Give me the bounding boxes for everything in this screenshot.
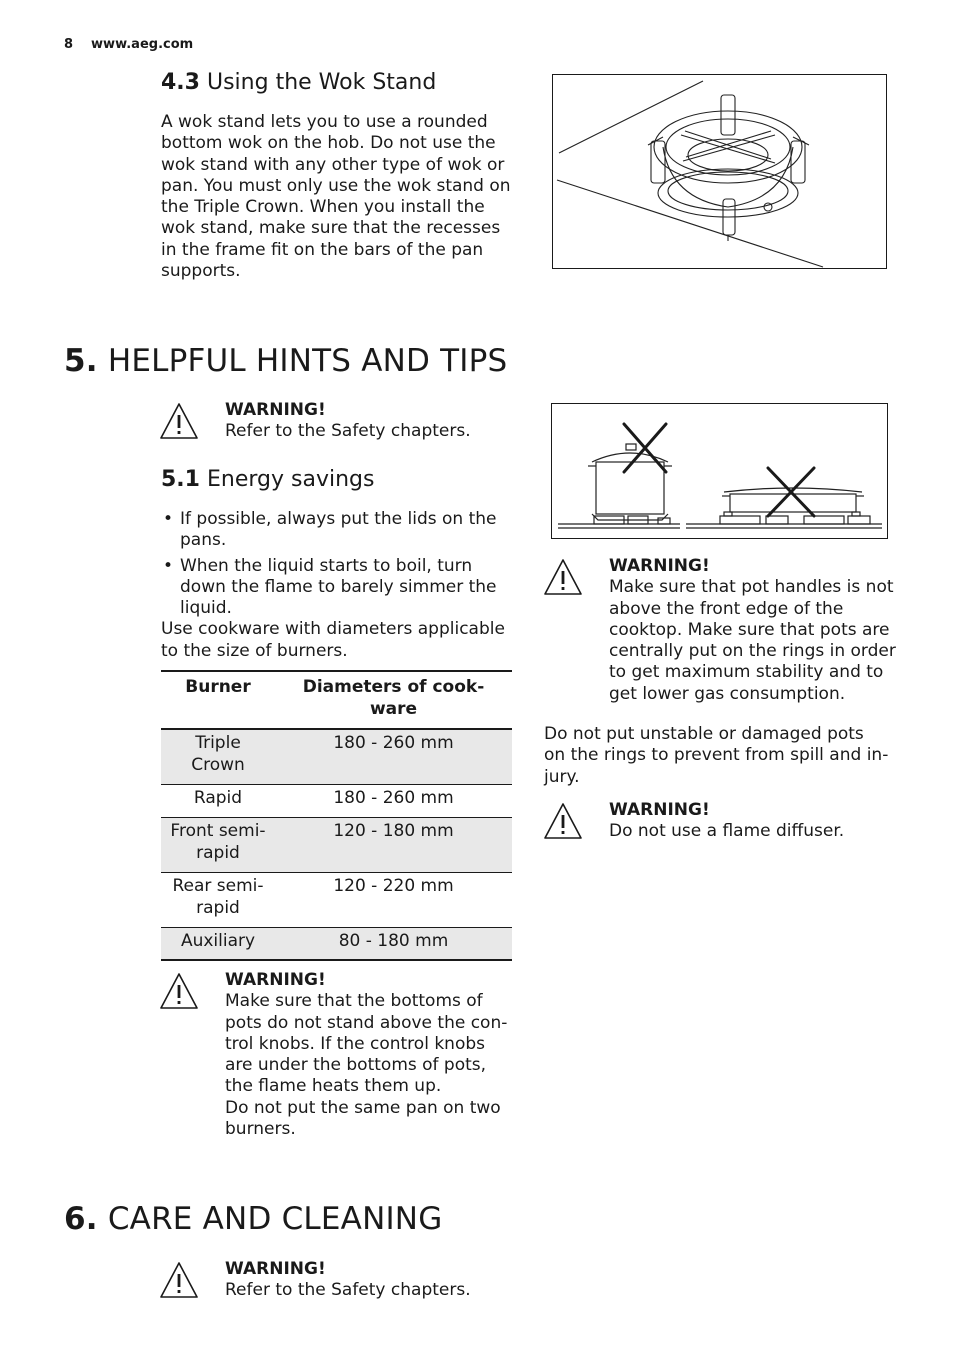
- warning-text: trol knobs. If the control knobs: [225, 1033, 485, 1054]
- section-5-1-heading: [161, 467, 374, 492]
- diameter-cell: 120 - 180 mm: [333, 820, 454, 841]
- burner-cell: [161, 729, 275, 784]
- text-line: down the flame to barely simmer the: [180, 576, 497, 597]
- cell-text: rapid: [196, 897, 240, 918]
- section-number: 5.1: [161, 467, 200, 492]
- text-line: wok stand with any other type of wok or: [161, 154, 505, 175]
- text-line: the Triple Crown. When you install the: [161, 197, 485, 218]
- column-header-diameter: [275, 671, 512, 729]
- section-number: 4.3: [161, 70, 200, 95]
- warning-title: WARNING!: [225, 400, 326, 420]
- chapter-number: 6.: [64, 1201, 98, 1237]
- list-item: [161, 556, 521, 620]
- text-line: in the frame fit on the bars of the pan: [161, 239, 484, 260]
- warning-title: WARNING!: [609, 800, 710, 820]
- chapter-title: HELPFUL HINTS AND TIPS: [107, 343, 508, 379]
- energy-savings-content: [161, 509, 521, 662]
- text-line: • If possible, always put the lids on the: [180, 509, 497, 529]
- cell-text: Front semi-: [170, 820, 266, 841]
- warning-text: Do not put the same pan on two: [225, 1097, 501, 1118]
- text-line: Use cookware with diameters applicable: [161, 619, 505, 640]
- warning-text: get lower gas consumption.: [609, 683, 846, 704]
- text-line: jury.: [544, 766, 580, 787]
- warning-text: are under the bottoms of pots,: [225, 1055, 487, 1076]
- warning-triangle-icon: [159, 401, 199, 441]
- burner-cell: [161, 872, 275, 927]
- warning-text: Make sure that pot handles is not: [609, 577, 894, 598]
- pots-on-burners-drawing: [552, 404, 887, 538]
- unstable-pots-paragraph: [544, 724, 914, 788]
- cookware-paragraph: [161, 619, 521, 662]
- table-row: [161, 927, 512, 960]
- text-line: liquid.: [180, 598, 232, 619]
- warning-triangle-icon: [543, 801, 583, 841]
- warning-triangle-icon: [159, 1260, 199, 1300]
- text-line: pan. You must only use the wok stand on: [161, 175, 511, 196]
- warning-block: [225, 1259, 525, 1302]
- section-4-3-heading: [161, 70, 436, 95]
- warning-text: to get maximum stability and to: [609, 662, 884, 683]
- cross-mark-icons: [624, 424, 814, 516]
- page-number: 8: [64, 37, 74, 52]
- warning-text: Do not use a flame diffuser.: [609, 821, 845, 842]
- text-line: pans.: [180, 530, 227, 551]
- header-text: Diameters of cook-: [302, 677, 485, 697]
- page-header: [64, 37, 193, 52]
- header-url[interactable]: www.aeg.com: [91, 37, 194, 52]
- text-line: supports.: [161, 261, 241, 282]
- chapter-number: 5.: [64, 343, 98, 379]
- section-title: Using the Wok Stand: [206, 70, 437, 95]
- warning-text: Make sure that the bottoms of: [225, 991, 483, 1012]
- burner-cell: [161, 927, 275, 960]
- burner-diameter-table: [161, 670, 512, 961]
- warning-text: pots do not stand above the con-: [225, 1012, 508, 1033]
- text-line: wok stand, make sure that the recesses: [161, 218, 501, 239]
- header-text: Burner: [185, 677, 251, 697]
- cell-text: Auxiliary: [180, 930, 256, 951]
- text-line: • When the liquid starts to boil, turn: [180, 555, 473, 576]
- warning-triangle-icon: [543, 557, 583, 597]
- header-text: ware: [369, 699, 418, 719]
- chapter-5-heading: [64, 343, 507, 379]
- text-line: to the size of burners.: [161, 640, 348, 661]
- cell-text: Triple: [195, 733, 241, 753]
- energy-tips-list: [161, 509, 521, 619]
- column-header-burner: [161, 671, 275, 729]
- table-row: [161, 784, 512, 817]
- table-row: [161, 729, 512, 784]
- warning-text: centrally put on the rings in order: [609, 641, 896, 662]
- cell-text: Rear semi-: [172, 875, 264, 896]
- diameter-cell: 180 - 260 mm: [333, 787, 454, 808]
- warning-block: [225, 970, 525, 1140]
- table-header-row: [161, 671, 512, 729]
- cell-text: rapid: [196, 842, 240, 863]
- chapter-title: CARE AND CLEANING: [107, 1201, 443, 1237]
- section-title: Energy savings: [206, 467, 375, 492]
- warning-title: WARNING!: [225, 1259, 326, 1279]
- warning-block: [609, 556, 909, 705]
- chapter-6-heading: [64, 1201, 442, 1237]
- warning-title: WARNING!: [609, 556, 710, 576]
- warning-triangle-icon: [159, 971, 199, 1011]
- warning-text: burners.: [225, 1119, 296, 1140]
- wok-stand-illustration: [552, 74, 887, 269]
- wok-stand-drawing: [553, 75, 886, 268]
- burner-cell: [161, 817, 275, 872]
- table-row: [161, 872, 512, 927]
- warning-block: [609, 800, 909, 843]
- cell-text: Rapid: [193, 787, 243, 808]
- text-line: on the rings to prevent from spill and in-: [544, 745, 889, 766]
- list-item: [161, 509, 521, 552]
- warning-block: [225, 400, 525, 443]
- warning-text: Refer to the Safety chapters.: [225, 421, 471, 442]
- text-line: Do not put unstable or damaged pots: [544, 724, 864, 744]
- burner-cell: [161, 784, 275, 817]
- warning-text: the flame heats them up.: [225, 1076, 442, 1097]
- cell-text: Crown: [191, 755, 245, 775]
- wok-stand-paragraph: [161, 112, 521, 282]
- diameter-cell: 180 - 260 mm: [333, 733, 454, 753]
- warning-text: cooktop. Make sure that pots are: [609, 619, 890, 640]
- table-row: [161, 817, 512, 872]
- diameter-cell: 80 - 180 mm: [338, 930, 449, 951]
- wrong-pot-placement-illustration: [551, 403, 888, 539]
- text-line: bottom wok on the hob. Do not use the: [161, 133, 496, 154]
- warning-text: above the front edge of the: [609, 598, 844, 619]
- warning-title: WARNING!: [225, 970, 326, 990]
- warning-text: Refer to the Safety chapters.: [225, 1280, 471, 1301]
- text-line: A wok stand lets you to use a rounded: [161, 112, 488, 132]
- diameter-cell: 120 - 220 mm: [333, 875, 454, 896]
